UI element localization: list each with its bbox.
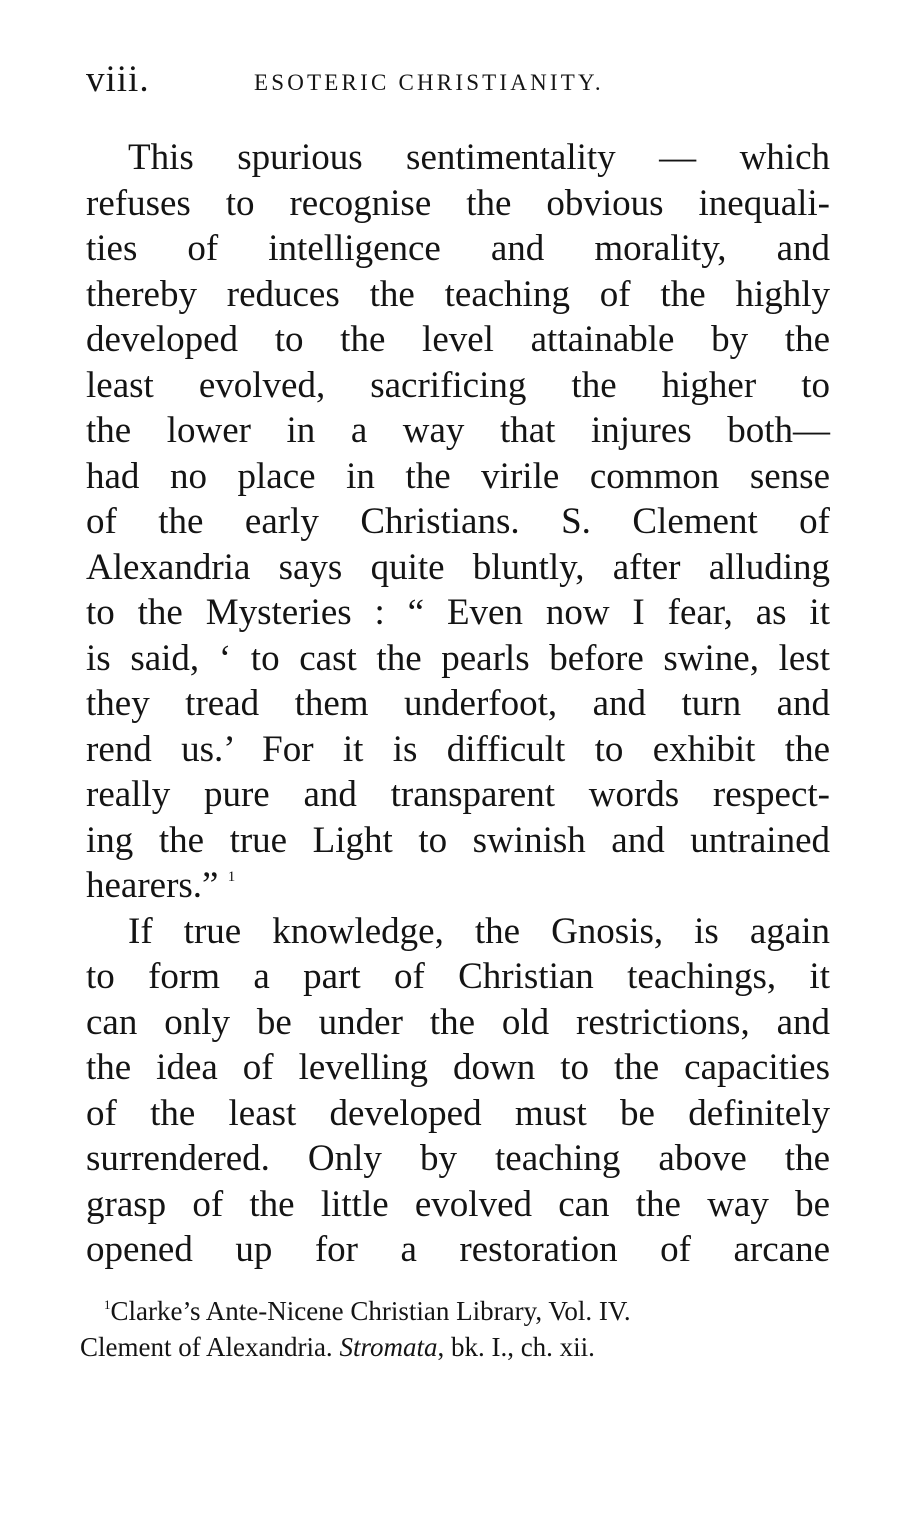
footnote (80, 1293, 824, 1365)
text-line: grasp of the little evolved can the way be (86, 1183, 830, 1225)
footnote-text: Clement of Alexandria. (80, 1332, 340, 1362)
text-line: refuses to recognise the obvious inequali- (86, 182, 830, 224)
running-header (86, 58, 846, 102)
footnote-reference: 1 (227, 869, 236, 885)
footnote-text: Clarke’s Ante-Nicene Christian Library, Vol. IV. (110, 1296, 631, 1326)
text-line: This spurious sentimentality — which (128, 137, 830, 178)
page-number: viii. (86, 59, 150, 100)
text-line: they tread them underfoot, and turn and (86, 683, 830, 724)
running-title: ESOTERIC CHRISTIANITY. (254, 70, 604, 95)
text-line: hearers.” (86, 865, 219, 906)
text-line: had no place in the virile common sense (86, 455, 830, 497)
text-line: Alexandria says quite bluntly, after alluding (86, 546, 830, 588)
footnote-line (80, 1329, 824, 1365)
footnote-line (80, 1293, 824, 1329)
footnote-text: , bk. I., ch. xii. (437, 1332, 595, 1362)
text-line: ties of intelligence and morality, and (86, 228, 830, 269)
text-line: of the least developed must be definitely (86, 1092, 830, 1134)
text-line: least evolved, sacrificing the higher to (86, 364, 830, 406)
footnote-marker: 1 (104, 1297, 111, 1312)
text-line: developed to the level attainable by the (86, 319, 830, 360)
body-text (86, 135, 830, 1273)
text-line: can only be under the old restrictions, and (86, 1001, 830, 1043)
footnote-title-italic: Stromata (339, 1332, 438, 1362)
text-line: to the Mysteries : “ Even now I fear, as it (86, 592, 830, 633)
text-line: ing the true Light to swinish and untrained (86, 819, 830, 861)
text-line: really pure and transparent words respect- (86, 774, 830, 815)
text-line: If true knowledge, the Gnosis, is again (128, 910, 830, 952)
text-line: rend us.’ For it is difficult to exhibit the (86, 728, 830, 770)
text-line: thereby reduces the teaching of the highly (86, 273, 830, 315)
text-line: of the early Christians. S. Clement of (86, 501, 830, 542)
paragraph-end-line (86, 863, 830, 909)
text-line: the lower in a way that injures both— (86, 410, 830, 451)
text-line: surrendered. Only by teaching above the (86, 1138, 830, 1179)
text-line: the idea of levelling down to the capacities (86, 1047, 830, 1088)
text-line: to form a part of Christian teachings, it (86, 956, 830, 997)
text-line: is said, ‘ to cast the pearls before swine, lest (86, 637, 830, 679)
text-line: opened up for a restoration of arcane (86, 1229, 830, 1270)
